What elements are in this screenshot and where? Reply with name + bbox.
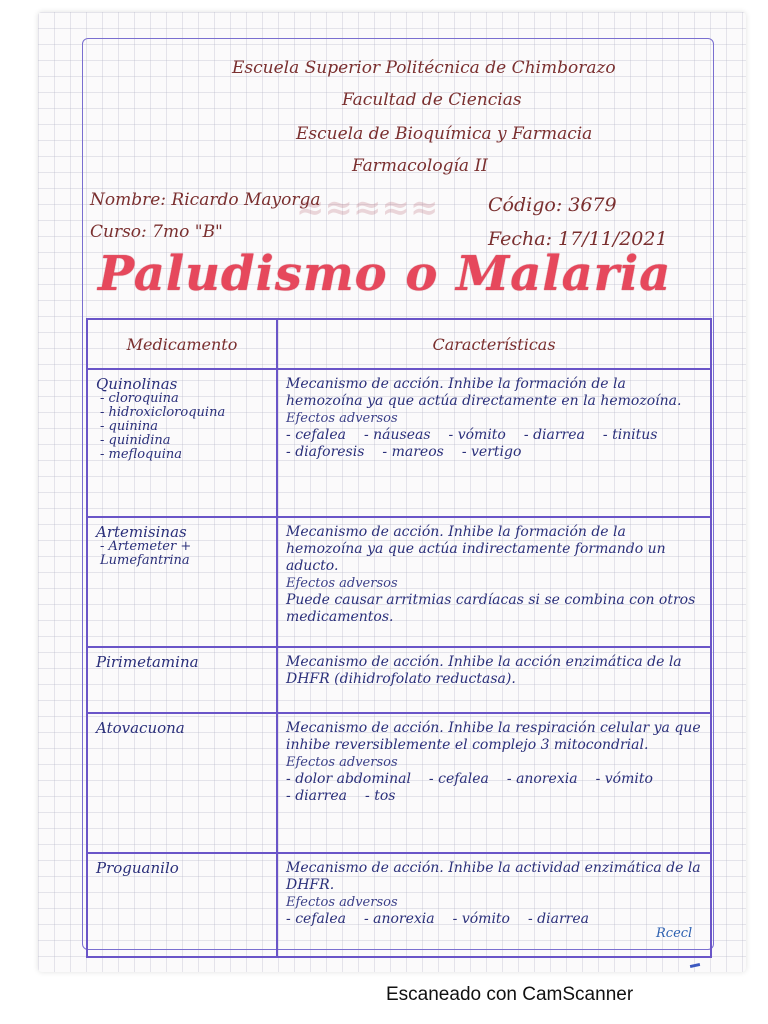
- drug-name: Atovacuona: [96, 719, 185, 737]
- drug-cell: [87, 647, 277, 713]
- table-header-row: [87, 319, 711, 369]
- characteristics-cell: [277, 369, 711, 517]
- drug-subtype: - hidroxicloroquina: [100, 405, 226, 420]
- drug-cell: [87, 713, 277, 853]
- mechanism-text: Mecanismo de acción. Inhibe la respiración celular ya que inhibe reversiblemente el complejo 3 mitocondrial.: [286, 720, 701, 753]
- drug-subtype: - quinidina: [100, 433, 171, 448]
- drug-subtype: - quinina: [100, 419, 159, 434]
- characteristics-cell: [277, 713, 711, 853]
- effects-list: [286, 911, 702, 928]
- effects-list: [286, 771, 702, 805]
- scanner-footer: Escaneado con CamScanner: [386, 984, 634, 1005]
- effect-item: - vómito: [596, 771, 653, 788]
- effects-label: Efectos adversos: [286, 576, 398, 591]
- effects-label: Efectos adversos: [286, 755, 398, 770]
- drug-cell: [87, 369, 277, 517]
- characteristics-cell: [277, 647, 711, 713]
- effect-item: - anorexia: [507, 771, 578, 788]
- effect-item: - diarrea: [286, 788, 347, 805]
- effect-item: - náuseas: [364, 427, 431, 444]
- effect-item: - vómito: [453, 911, 510, 928]
- drug-name: Quinolinas: [96, 375, 178, 393]
- table-row: [87, 713, 711, 853]
- effect-item: - diarrea: [524, 427, 585, 444]
- drug-name: Pirimetamina: [96, 653, 199, 671]
- student-course: Curso: 7mo "B": [90, 222, 223, 242]
- table-row: [87, 369, 711, 517]
- extra-note: Puede causar arritmias cardíacas si se combina con otros medicamentos.: [286, 592, 696, 625]
- effect-item: - cefalea: [429, 771, 489, 788]
- table-row: [87, 853, 711, 957]
- drug-cell: [87, 853, 277, 957]
- effect-item: - diarrea: [528, 911, 589, 928]
- column-header-drug: Medicamento: [87, 319, 277, 369]
- effect-item: - diaforesis: [286, 444, 364, 461]
- effect-item: - mareos: [382, 444, 443, 461]
- drug-name: Artemisinas: [96, 523, 187, 541]
- effect-item: - tos: [365, 788, 395, 805]
- mechanism-text: Mecanismo de acción. Inhibe la actividad enzimática de la DHFR.: [286, 860, 701, 893]
- column-header-characteristics: Características: [277, 319, 711, 369]
- faded-watermark-text: ≈≈≈≈≈: [296, 188, 439, 228]
- drug-table: [86, 318, 712, 958]
- document-date: Fecha: 17/11/2021: [488, 228, 668, 250]
- student-code: Código: 3679: [488, 194, 617, 216]
- effects-label: Efectos adversos: [286, 411, 398, 426]
- table-row: [87, 517, 711, 647]
- drug-subtype: - Artemeter +: [100, 539, 192, 554]
- effect-item: - vómito: [449, 427, 506, 444]
- signature-stamp: Rcecl: [656, 926, 693, 941]
- effect-item: - tinitus: [603, 427, 658, 444]
- drug-subtype: Lumefantrina: [100, 553, 190, 568]
- drug-name: Proguanilo: [96, 859, 179, 877]
- drug-subtype: - mefloquina: [100, 447, 183, 462]
- mechanism-text: Mecanismo de acción. Inhibe la formación de la hemozoína ya que actúa indirectamente formando un aducto.: [286, 524, 666, 574]
- header-program: Escuela de Bioquímica y Farmacia: [296, 124, 593, 144]
- effect-item: - anorexia: [364, 911, 435, 928]
- effect-item: - cefalea: [286, 911, 346, 928]
- effects-list: [286, 427, 702, 461]
- header-faculty: Facultad de Ciencias: [342, 90, 522, 110]
- page-title: Paludismo o Malaria: [98, 246, 672, 302]
- effects-label: Efectos adversos: [286, 895, 398, 910]
- drug-subtype: - cloroquina: [100, 391, 179, 406]
- header-school: Escuela Superior Politécnica de Chimborazo: [232, 58, 616, 78]
- drug-cell: [87, 517, 277, 647]
- mechanism-text: Mecanismo de acción. Inhibe la formación de la hemozoína ya que actúa directamente en la hemozoína.: [286, 376, 682, 409]
- header-course-subject: Farmacología II: [352, 156, 488, 176]
- mechanism-text: Mecanismo de acción. Inhibe la acción enzimática de la DHFR (dihidrofolato reductasa).: [286, 654, 682, 687]
- student-name: Nombre: Ricardo Mayorga: [90, 190, 321, 210]
- characteristics-cell: [277, 853, 711, 957]
- effect-item: - vertigo: [462, 444, 522, 461]
- effect-item: - cefalea: [286, 427, 346, 444]
- table-row: [87, 647, 711, 713]
- characteristics-cell: [277, 517, 711, 647]
- effect-item: - dolor abdominal: [286, 771, 411, 788]
